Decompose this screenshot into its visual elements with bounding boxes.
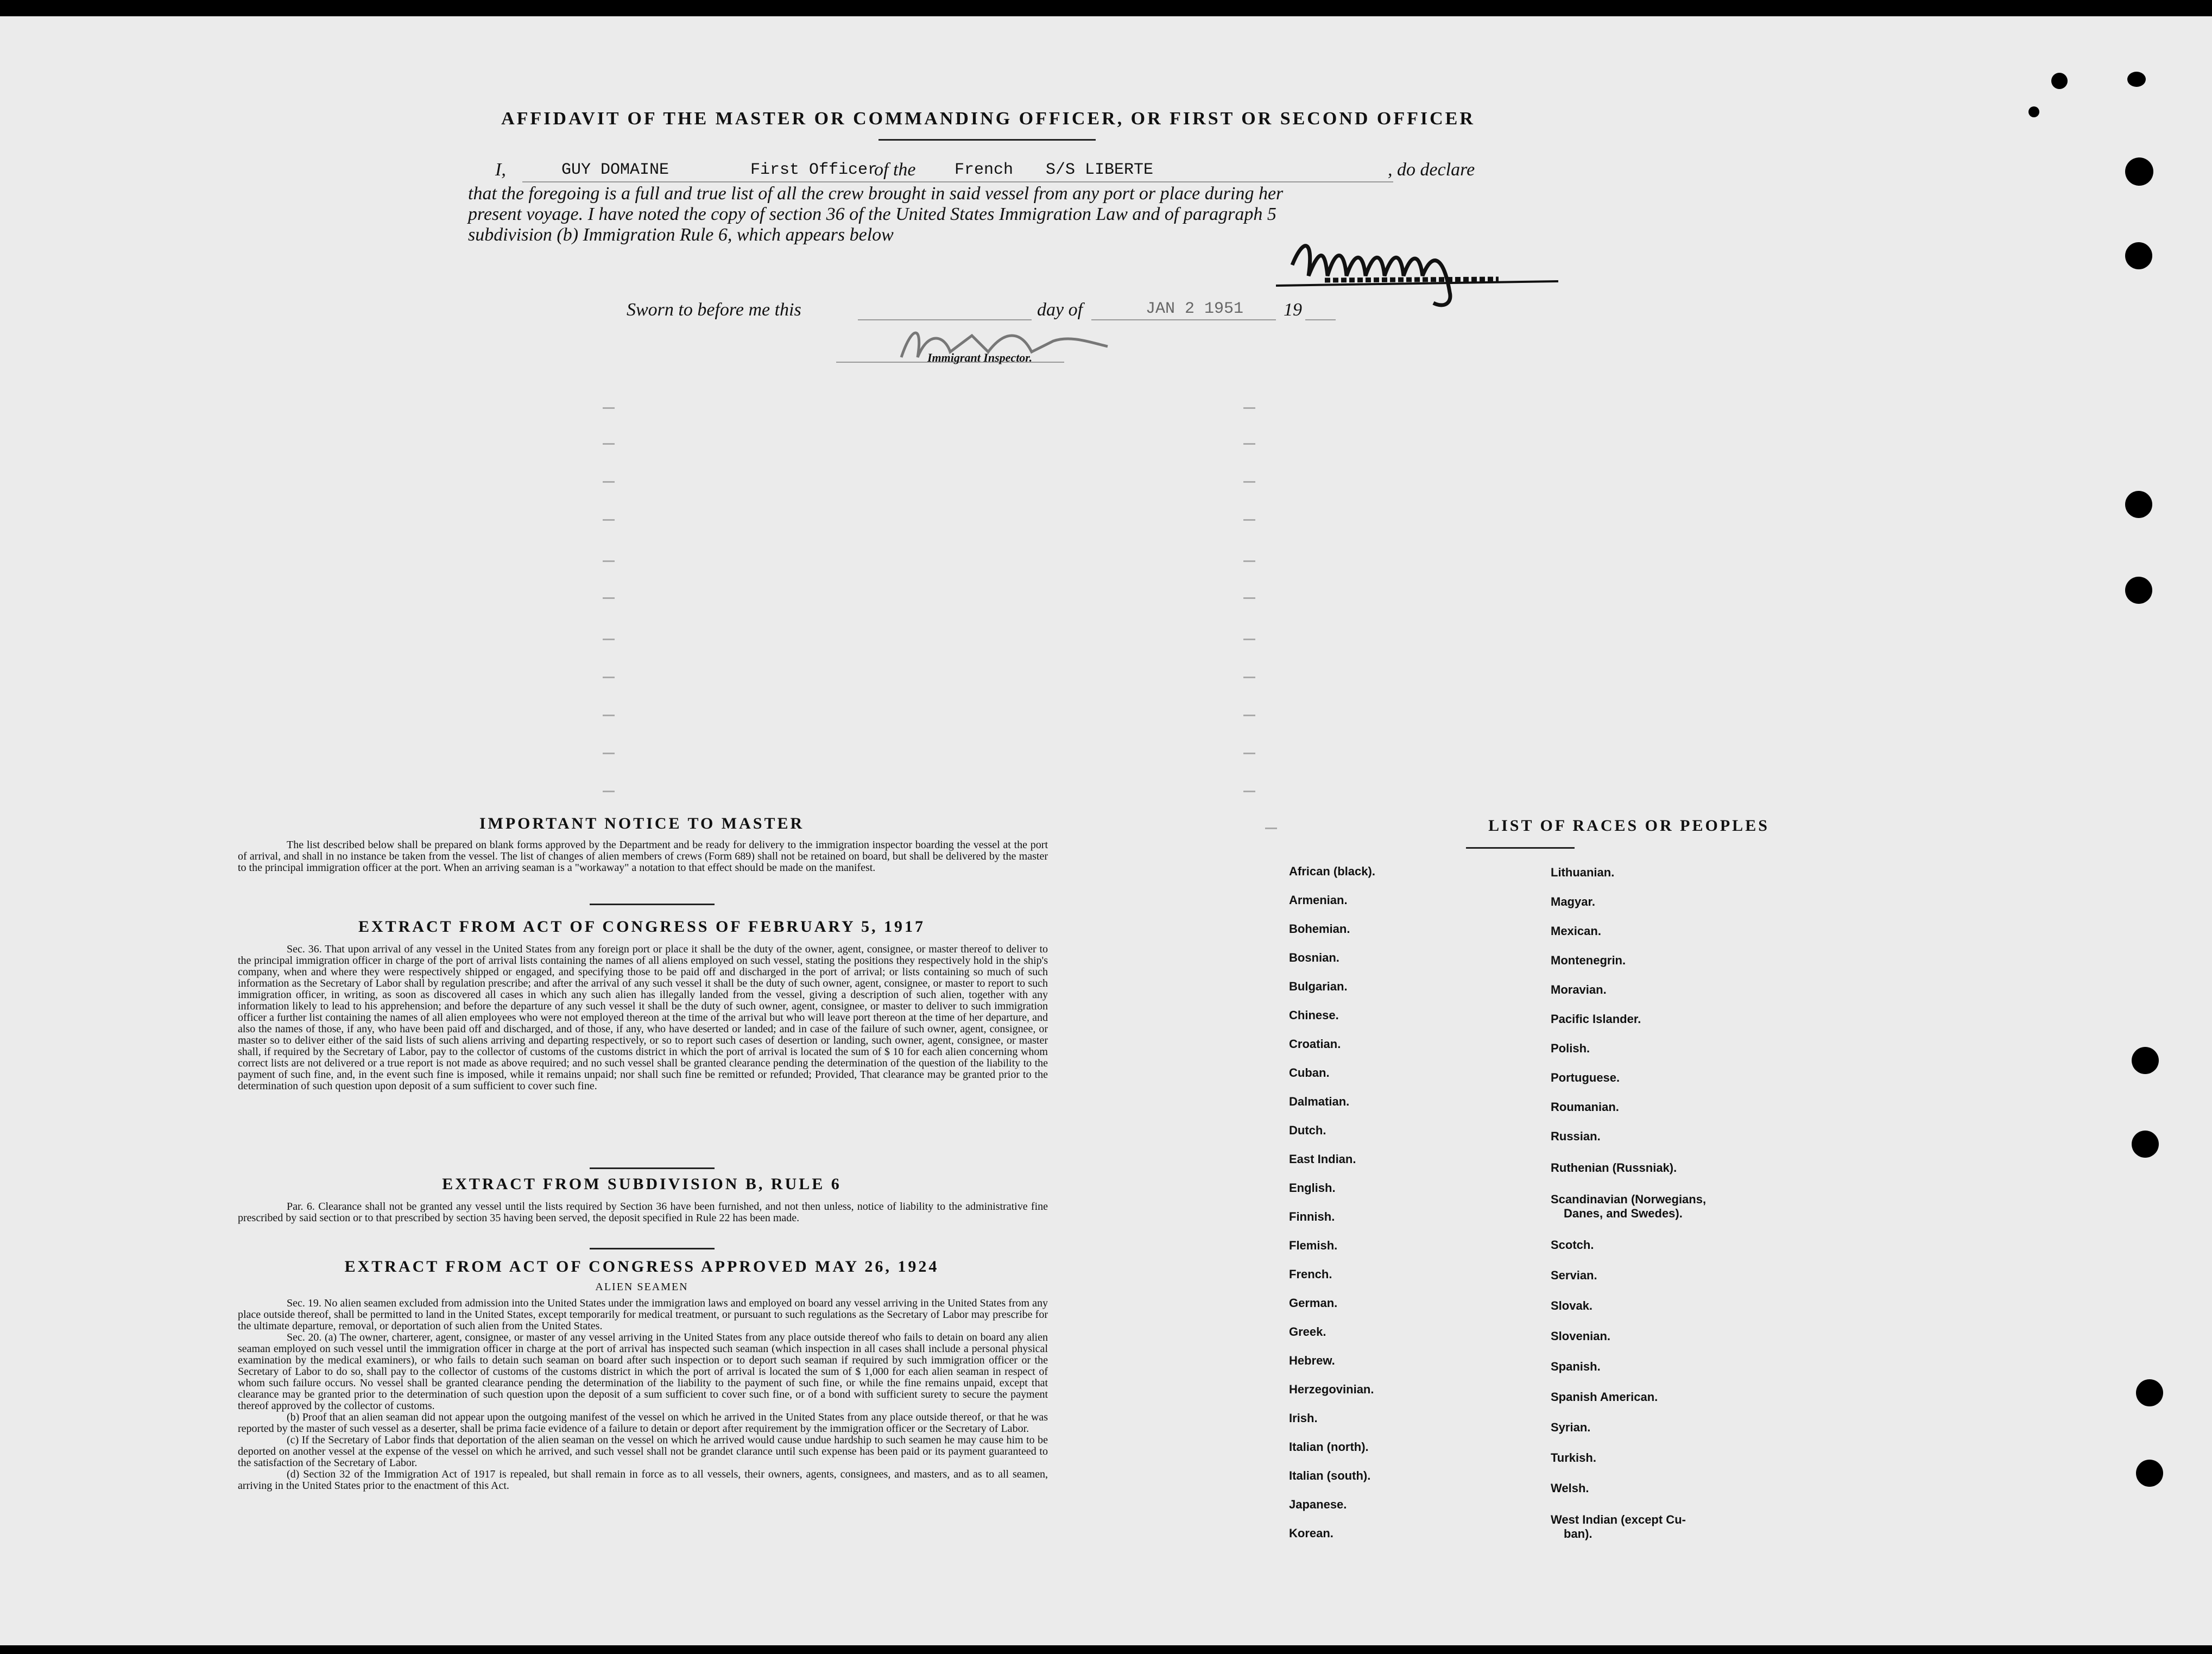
- faint-mark: [1243, 560, 1255, 562]
- race-left: Flemish.: [1289, 1239, 1338, 1252]
- title-underline: [879, 139, 1096, 141]
- race-left: Italian (north).: [1289, 1440, 1369, 1454]
- punch-hole: [2136, 1460, 2163, 1487]
- race-right: Welsh.: [1551, 1481, 1589, 1495]
- inspector-label: Immigrant Inspector.: [927, 351, 1033, 364]
- faint-mark: [603, 791, 615, 792]
- faint-mark: [603, 677, 615, 678]
- faint-mark: [603, 753, 615, 754]
- faint-mark: [603, 407, 615, 409]
- act-1924-sec-20d: (d) Section 32 of the Immigration Act of 1917 is repealed, but shall remain in force as to all vessels, their owners, agents, consignees, and masters, and as to all seamen, arriving in the United States prior to the enactment of this Act.: [238, 1468, 1048, 1492]
- race-right: Magyar.: [1551, 895, 1595, 908]
- declaration-line-4: subdivision (b) Immigration Rule 6, which appears below: [468, 225, 894, 245]
- notice-title: IMPORTANT NOTICE TO MASTER: [479, 815, 805, 832]
- race-left: Greek.: [1289, 1325, 1326, 1339]
- punch-hole: [2125, 242, 2152, 269]
- punch-hole: [2125, 157, 2153, 186]
- declaration-pronoun: I,: [495, 160, 506, 180]
- sworn-label: Sworn to before me this: [627, 300, 801, 320]
- race-left: Irish.: [1289, 1411, 1318, 1425]
- race-left: Italian (south).: [1289, 1469, 1371, 1482]
- notice-body: The list described below shall be prepared on blank forms approved by the Department and be ready for delivery to the immigration inspector boarding the vessel at the port of arrival, and shall in no instance be taken from the vessel. The list of changes of alien members of crews (Form 689) shall not be retained on board, but shall be delivered by the master to the principal immigration officer at the port. When an arriving seaman is a "workaway" a notation to that effect should be made on the manifest.: [238, 839, 1048, 874]
- day-of-label: day of: [1037, 300, 1083, 320]
- rule-6-body: Par. 6. Clearance shall not be granted any vessel until the lists required by Section 36 have been furnished, and not then unless, notice of liability to the administrative fine prescribed by said section or to that prescribed by section 35 having been served, the deposit specified in Rule 22 has been made.: [238, 1201, 1048, 1224]
- race-left: Armenian.: [1289, 893, 1348, 907]
- act-1924-sec-19: Sec. 19. No alien seamen excluded from admission into the United States under the immigration laws and employed on board any vessel arriving in the United States from any place outside thereof, shall be permitted to land in the United States, except temporarily for medical treatment, or pursuant to such regulations as the Secretary of Labor may prescribe for the ultimate departure, removal, or deportation of such alien from the United States.: [238, 1297, 1048, 1332]
- race-right: Slovak.: [1551, 1299, 1593, 1312]
- act-1924-subtitle: ALIEN SEAMEN: [595, 1281, 688, 1293]
- faint-mark: [1243, 519, 1255, 521]
- punch-hole: [2136, 1379, 2163, 1406]
- race-right: Slovenian.: [1551, 1329, 1611, 1343]
- act-1924-title: EXTRACT FROM ACT OF CONGRESS APPROVED MAY 26, 1924: [344, 1258, 939, 1276]
- rule-6-title: EXTRACT FROM SUBDIVISION B, RULE 6: [442, 1175, 842, 1193]
- race-right: Mexican.: [1551, 924, 1601, 938]
- race-left: German.: [1289, 1296, 1338, 1310]
- race-left: Croatian.: [1289, 1037, 1341, 1051]
- race-left: French.: [1289, 1267, 1332, 1281]
- faint-mark: [1243, 639, 1255, 640]
- race-left: East Indian.: [1289, 1152, 1356, 1166]
- race-right: West Indian (except Cu-: [1551, 1513, 1686, 1526]
- race-left: Bosnian.: [1289, 951, 1339, 964]
- race-left: Chinese.: [1289, 1008, 1339, 1022]
- race-right: Spanish American.: [1551, 1390, 1658, 1404]
- faint-mark: [603, 597, 615, 599]
- do-declare-label: , do declare: [1388, 160, 1475, 180]
- race-left: Dutch.: [1289, 1123, 1326, 1137]
- race-left: Japanese.: [1289, 1498, 1347, 1511]
- faint-mark: [1243, 677, 1255, 678]
- faint-mark: [1243, 407, 1255, 409]
- faint-mark: [1243, 481, 1255, 483]
- section-divider: [590, 1167, 715, 1169]
- race-right: Pacific Islander.: [1551, 1012, 1641, 1026]
- race-right: Russian.: [1551, 1129, 1601, 1143]
- act-1917-body: Sec. 36. That upon arrival of any vessel in the United States from any foreign port or place it shall be the duty of the owner, agent, consignee, or master thereof to deliver to the principal immigration officer in charge of the port of arrival lists containing the names of all aliens employed on such vessel, stating the positions they respectively hold in the ship's company, when and where they were respectively shipped or engaged, and specifying those to be paid off and discharged in the port of arrival; or lists containing so much of such information as the Secretary of Labor shall by regulation prescribe; and after the arrival of any such vessel it shall be the duty of such owner, agent, consignee, or master to report to such immigration officer, in writing, as soon as discovered all cases in which any such alien has illegally landed from the vessel, giving a description of such alien, together with any information likely to lead to his apprehension; and before the departure of any such vessel it shall be the duty of such owner, agent, consignee, or master to deliver to such immigration officer a further list containing the names of all alien employees who were not employed thereon at the time of the arrival but who will leave port thereon at the time of her departure, and also the names of those, if any, who have been paid off and discharged, and of those, if any, who have deserted or landed; and in case of the failure of such owner, agent, consignee, or master so to deliver either of the said lists of such aliens arriving and departing respectively, or so to report such cases of desertion or landing, such owner, agent, consignee, or master shall, if required by the Secretary of Labor, pay to the collector of customs of the customs district in which the port of arrival is located the sum of $ 10 for each alien concerning whom correct lists are not delivered or a true report is not made as above required; and no such vessel shall be granted clearance pending the determination of the question of the liability to the payment of such fine, and, in the event such fine is imposed, while it remains unpaid; nor shall such fine be remitted or refunded; Provided, That clearance may be granted prior to the determination of such question upon deposit of a sum sufficient to cover such fine.: [238, 943, 1048, 1092]
- race-left: Bulgarian.: [1289, 980, 1348, 993]
- race-left: Herzegovinian.: [1289, 1382, 1374, 1396]
- act-1924-sec-20a: Sec. 20. (a) The owner, charterer, agent, consignee, or master of any vessel arriving in the United States from any place outside thereof who fails to detain on board any alien seaman employed on such vessel until the immigration officer in charge at the port of arrival has inspected such seaman (which inspection in all cases shall include a personal physical examination by the medical examiners), or who fails to detain such seaman on board after such inspection or to deport such seaman if required by such immigration officer or the Secretary of Labor to do so, shall pay to the collector of customs of the customs district in which the port of arrival is located the sum of $ 1,000 for each alien seaman in respect of whom such failure occurs. No vessel shall be granted clearance pending the determination of the liability to the payment of such fine, or while the fine remains unpaid, except that clearance may be granted prior to the determination of such question upon the deposit of a sum sufficient to cover such fine, or of a bond with sufficient surety to secure the payment thereof approved by the collector of customs.: [238, 1331, 1048, 1412]
- affidavit-title: AFFIDAVIT OF THE MASTER OR COMMANDING OFFICER, OR FIRST OR SECOND OFFICER: [501, 109, 1475, 129]
- act-1924-sec-20b: (b) Proof that an alien seaman did not appear upon the outgoing manifest of the vessel on which he arrived in the United States from any place outside thereof, or that he was reported by the master of such vessel as a deserter, shall be prima facie evidence of a failure to detain or deport after requirement by the immigration officer or the Secretary of Labor.: [238, 1411, 1048, 1435]
- master-signature: [1271, 227, 1575, 314]
- faint-mark: [603, 715, 615, 716]
- officer-name: GUY DOMAINE: [561, 161, 669, 179]
- race-left: Hebrew.: [1289, 1354, 1335, 1367]
- punch-hole: [2132, 1131, 2159, 1158]
- race-right: Turkish.: [1551, 1451, 1596, 1464]
- race-right: Spanish.: [1551, 1360, 1601, 1373]
- race-right: ban).: [1564, 1527, 1592, 1541]
- races-divider: [1466, 847, 1575, 849]
- punch-hole: [2051, 73, 2068, 89]
- punch-hole: [2125, 491, 2152, 518]
- vessel-nationality: French: [955, 161, 1014, 179]
- race-right: Montenegrin.: [1551, 954, 1626, 967]
- faint-mark: [1243, 715, 1255, 716]
- race-right: Ruthenian (Russniak).: [1551, 1161, 1677, 1175]
- officer-rank: First Officer: [750, 161, 878, 179]
- race-right: Scandinavian (Norwegians,: [1551, 1192, 1707, 1206]
- race-right: Portuguese.: [1551, 1071, 1620, 1084]
- declaration-line-2: that the foregoing is a full and true list of all the crew brought in said vessel from any port or place during her: [468, 184, 1284, 204]
- date-stamp: JAN 2 1951: [1146, 300, 1244, 318]
- race-right: Polish.: [1551, 1041, 1590, 1055]
- race-right: Scotch.: [1551, 1238, 1594, 1252]
- of-the-label: of the: [874, 160, 916, 180]
- race-right: Lithuanian.: [1551, 866, 1615, 879]
- race-right: Servian.: [1551, 1268, 1597, 1282]
- race-right: Moravian.: [1551, 983, 1607, 996]
- faint-mark: [603, 519, 615, 521]
- race-left: Cuban.: [1289, 1066, 1330, 1079]
- faint-mark: [1243, 443, 1255, 445]
- fill-line: [522, 181, 1393, 182]
- faint-mark: [603, 481, 615, 483]
- faint-mark: [603, 639, 615, 640]
- race-left: English.: [1289, 1181, 1336, 1195]
- punch-hole: [2125, 577, 2152, 604]
- race-left: Bohemian.: [1289, 922, 1350, 936]
- punch-hole: [2132, 1047, 2159, 1074]
- act-1924-sec-20c: (c) If the Secretary of Labor finds that deportation of the alien seaman on the vessel on which he arrived would cause undue hardship to such seamen he may cause him to be deported on another vessel at the expense of the vessel on which he arrived, and such vessel shall not be grandet clarance until such expense has been paid or its payment guaranteed to the satisfaction of the Secretary of Labor.: [238, 1434, 1048, 1469]
- faint-mark: [1243, 597, 1255, 599]
- race-left: Dalmatian.: [1289, 1095, 1350, 1108]
- faint-mark: [1265, 828, 1277, 829]
- race-right: Syrian.: [1551, 1421, 1591, 1434]
- faint-mark: [1243, 791, 1255, 792]
- punch-hole: [2028, 106, 2039, 117]
- faint-mark: [603, 443, 615, 445]
- year-prefix: 19: [1284, 300, 1302, 320]
- fill-line: [1305, 319, 1336, 320]
- faint-mark: [603, 560, 615, 562]
- punch-hole: [2127, 72, 2146, 87]
- section-divider: [590, 1248, 715, 1249]
- race-left: Korean.: [1289, 1526, 1333, 1540]
- race-right: Roumanian.: [1551, 1100, 1619, 1114]
- vessel-name: S/S LIBERTE: [1046, 161, 1154, 179]
- races-title: LIST OF RACES OR PEOPLES: [1488, 817, 1769, 835]
- race-left: Finnish.: [1289, 1210, 1335, 1223]
- act-1917-title: EXTRACT FROM ACT OF CONGRESS OF FEBRUARY 5, 1917: [358, 918, 926, 936]
- section-divider: [590, 904, 715, 905]
- race-left: African (black).: [1289, 864, 1375, 878]
- declaration-line-3: present voyage. I have noted the copy of section 36 of the United States Immigration Law and of paragraph 5: [468, 204, 1276, 224]
- race-right: Danes, and Swedes).: [1564, 1207, 1683, 1220]
- faint-mark: [1243, 753, 1255, 754]
- act-1924-body: [238, 1298, 1048, 1492]
